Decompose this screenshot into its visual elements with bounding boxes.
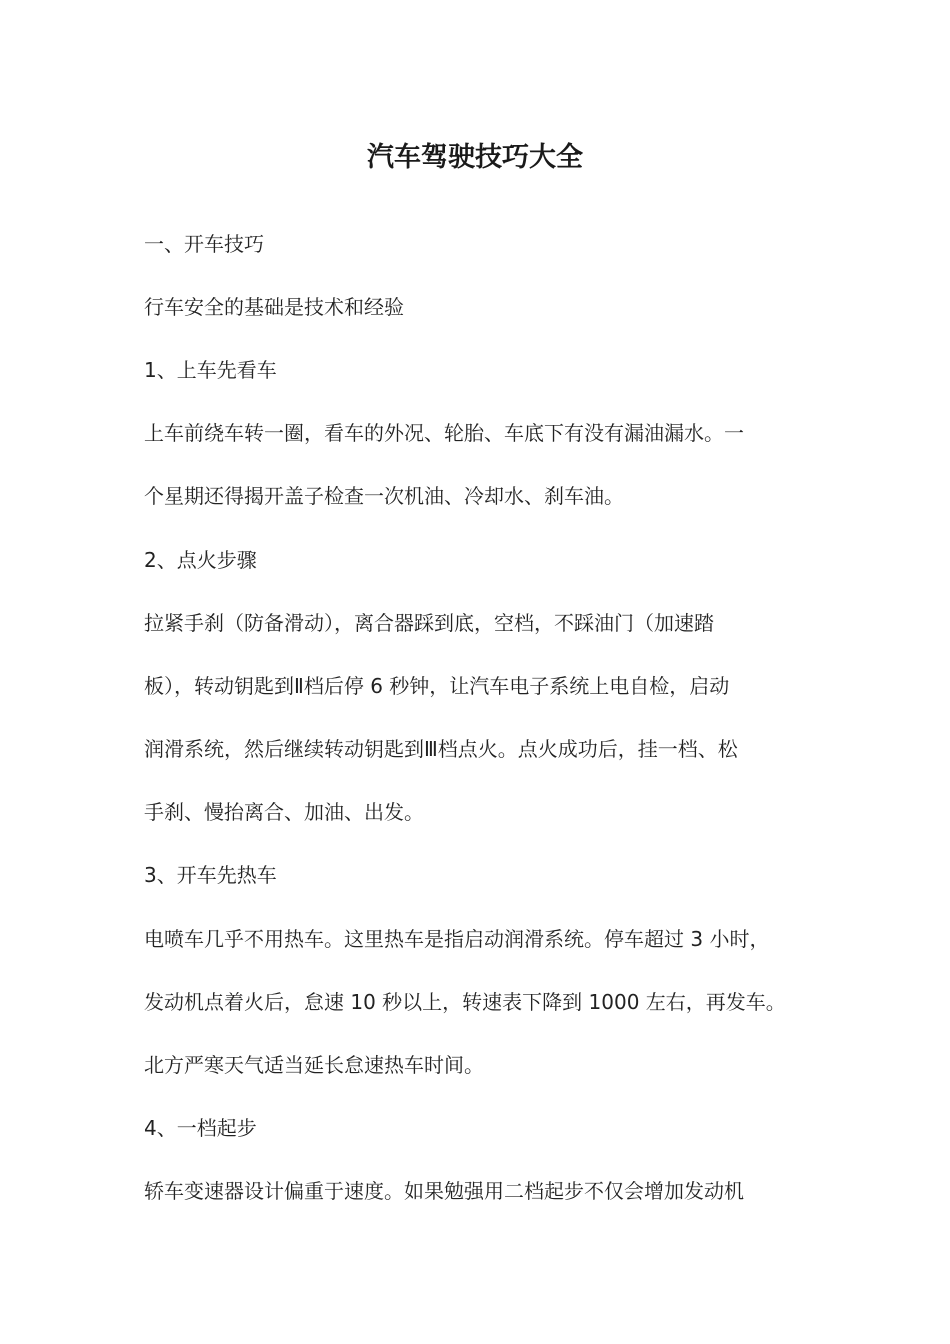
subheading-ignition-steps: 2、点火步骤 — [144, 548, 257, 572]
paragraph-line: 上车前绕车转一圈，看车的外况、轮胎、车底下有没有漏油漏水。一 — [144, 421, 744, 445]
document-title: 汽车驾驶技巧大全 — [367, 142, 583, 173]
paragraph-line: 北方严寒天气适当延长怠速热车时间。 — [144, 1053, 484, 1077]
paragraph-line: 行车安全的基础是技术和经验 — [144, 295, 404, 319]
subheading-warm-up: 3、开车先热车 — [144, 863, 277, 887]
paragraph-line: 个星期还得揭开盖子检查一次机油、冷却水、刹车油。 — [144, 484, 624, 508]
subheading-first-gear: 4、一档起步 — [144, 1116, 257, 1140]
paragraph-line: 电喷车几乎不用热车。这里热车是指启动润滑系统。停车超过 3 小时， — [144, 927, 770, 951]
paragraph-line: 拉紧手刹（防备滑动），离合器踩到底，空档，不踩油门（加速踏 — [144, 611, 714, 635]
subheading-check-car: 1、上车先看车 — [144, 358, 277, 382]
paragraph-line: 板），转动钥匙到Ⅱ档后停 6 秒钟，让汽车电子系统上电自检，启动 — [144, 674, 730, 698]
paragraph-line: 手刹、慢抬离合、加油、出发。 — [144, 800, 424, 824]
paragraph-line: 润滑系统，然后继续转动钥匙到Ⅲ档点火。点火成功后，挂一档、松 — [144, 737, 738, 761]
paragraph-line: 轿车变速器设计偏重于速度。如果勉强用二档起步不仅会增加发动机 — [144, 1179, 744, 1203]
section-heading-driving-skills: 一、开车技巧 — [144, 232, 264, 256]
paragraph-line: 发动机点着火后，怠速 10 秒以上，转速表下降到 1000 左右，再发车。 — [144, 990, 786, 1014]
